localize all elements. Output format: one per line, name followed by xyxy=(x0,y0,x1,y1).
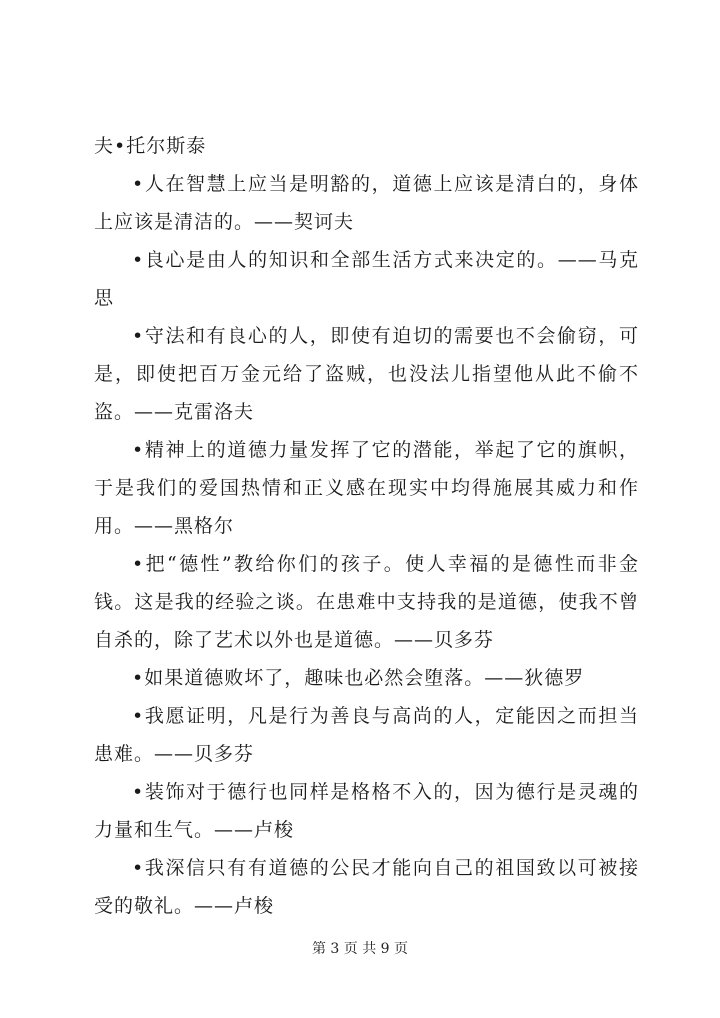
quote-paragraph: •人在智慧上应当是明豁的，道德上应该是清白的，身体上应该是清洁的。——契诃夫 xyxy=(94,173,639,233)
quote-paragraph: •把“德性”教给你们的孩子。使人幸福的是德性而非金钱。这是我的经验之谈。在患难中支持我的是道德，使我不曾自杀的，除了艺术以外也是道德。——贝多芬 xyxy=(94,553,639,651)
quote-paragraph: •我深信只有有道德的公民才能向自己的祖国致以可被接受的敬礼。——卢梭 xyxy=(94,857,639,917)
quote-paragraph: •良心是由人的知识和全部生活方式来决定的。——马克思 xyxy=(94,249,639,309)
page-footer: 第 3 页 共 9 页 xyxy=(311,941,409,957)
quote-paragraph: •如果道德败坏了，趣味也必然会堕落。——狄德罗 xyxy=(132,667,585,689)
quote-paragraph: •我愿证明，凡是行为善良与高尚的人，定能因之而担当患难。——贝多芬 xyxy=(94,705,639,765)
quote-paragraph: •守法和有良心的人，即使有迫切的需要也不会偷窃，可是，即使把百万金元给了盗贼，也没法儿指望他从此不偷不盗。——克雷洛夫 xyxy=(94,325,639,423)
quote-paragraph: •装饰对于德行也同样是格格不入的，因为德行是灵魂的力量和生气。——卢梭 xyxy=(94,781,639,841)
document-body xyxy=(94,127,639,925)
lead-line: 夫•托尔斯泰 xyxy=(94,135,207,157)
quote-paragraph: •精神上的道德力量发挥了它的潜能，举起了它的旗帜，于是我们的爱国热情和正义感在现实中均得施展其威力和作用。——黑格尔 xyxy=(94,439,639,537)
